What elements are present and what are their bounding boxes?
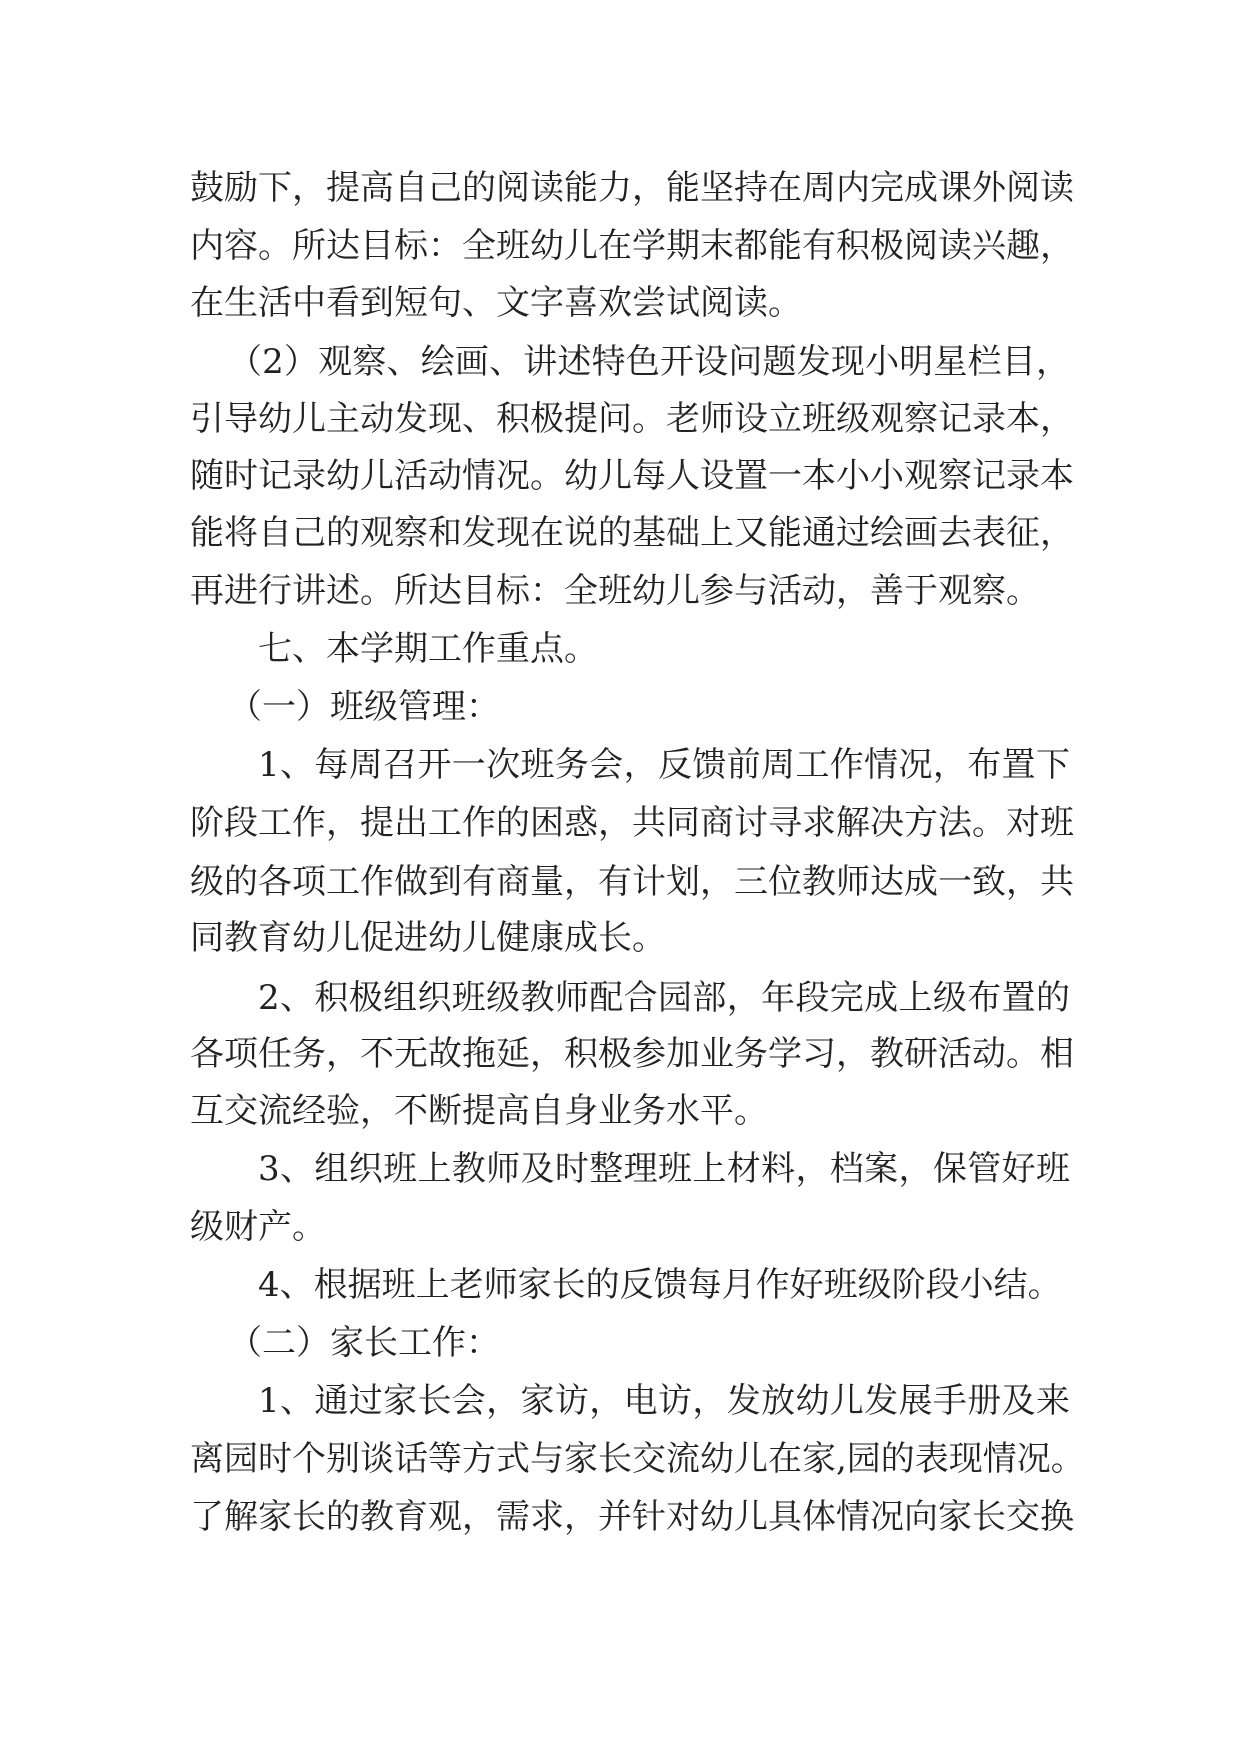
paragraph-first-line: 3、组织班上教师及时整理班上材料，档案，保管好班 bbox=[258, 1149, 1070, 1189]
paragraph-first-line: 1、每周召开一次班务会，反馈前周工作情况，布置下 bbox=[258, 745, 1070, 785]
subsection-heading: （一）班级管理： bbox=[228, 687, 500, 727]
body-text-line: 离园时个别谈话等方式与家长交流幼儿在家,园的表现情况。 bbox=[190, 1439, 1085, 1479]
body-text-line: 互交流经验，不断提高自身业务水平。 bbox=[190, 1091, 768, 1131]
paragraph-first-line: （2）观察、绘画、讲述特色开设问题发现小明星栏目， bbox=[228, 342, 1070, 382]
body-text-line: 了解家长的教育观，需求，并针对幼儿具体情况向家长交换 bbox=[190, 1497, 1074, 1537]
body-text-line: 级的各项工作做到有商量，有计划，三位教师达成一致，共 bbox=[190, 862, 1074, 902]
paragraph-first-line: 1、通过家长会，家访，电访，发放幼儿发展手册及来 bbox=[258, 1381, 1070, 1421]
section-heading: 七、本学期工作重点。 bbox=[258, 629, 598, 669]
body-text-line: 各项任务，不无故拖延，积极参加业务学习，教研活动。相 bbox=[190, 1034, 1074, 1074]
body-text-line: 随时记录幼儿活动情况。幼儿每人设置一本小小观察记录本 bbox=[190, 456, 1074, 496]
body-text-line: 引导幼儿主动发现、积极提问。老师设立班级观察记录本， bbox=[190, 399, 1074, 439]
body-text-line: 在生活中看到短句、文字喜欢尝试阅读。 bbox=[190, 283, 802, 323]
body-text-line: 级财产。 bbox=[190, 1207, 326, 1247]
body-text-line: 同教育幼儿促进幼儿健康成长。 bbox=[190, 918, 666, 958]
body-text-line: 鼓励下，提高自己的阅读能力，能坚持在周内完成课外阅读 bbox=[190, 168, 1074, 208]
body-text-line: 能将自己的观察和发现在说的基础上又能通过绘画去表征， bbox=[190, 513, 1074, 553]
subsection-heading: （二）家长工作： bbox=[228, 1323, 500, 1363]
body-text-line: 再进行讲述。所达目标：全班幼儿参与活动，善于观察。 bbox=[190, 571, 1040, 611]
body-text-line: 内容。所达目标：全班幼儿在学期末都能有积极阅读兴趣， bbox=[190, 226, 1074, 266]
paragraph-first-line: 4、根据班上老师家长的反馈每月作好班级阶段小结。 bbox=[258, 1265, 1062, 1305]
paragraph-first-line: 2、积极组织班级教师配合园部，年段完成上级布置的 bbox=[258, 978, 1070, 1018]
body-text-line: 阶段工作，提出工作的困惑，共同商讨寻求解决方法。对班 bbox=[190, 803, 1074, 843]
